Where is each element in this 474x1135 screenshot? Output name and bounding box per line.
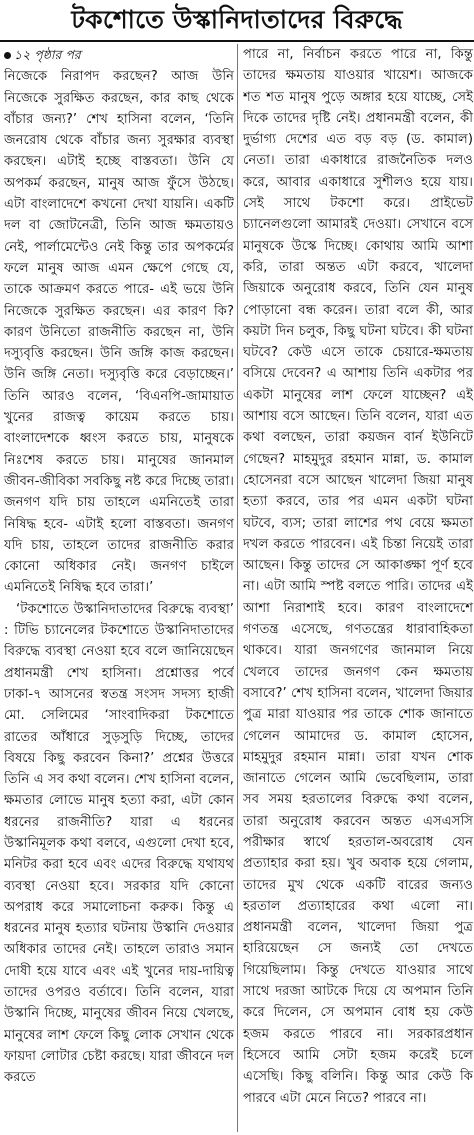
headline-rule bbox=[0, 40, 474, 42]
headline: টকশোতে উস্কানিদাতাদের বিরুদ্ধে bbox=[71, 5, 403, 34]
paragraph: ‘টকশোতে উস্কানিদাতাদের বিরুদ্ধে ব্যবস্থা’ : টিভি চ্যানেলের টকশোতে উস্কানিদাতাদের বিরুদ্ধে ব্যবস্থা নেওয়া হবে বলে জানিয়েছেন প্রধানমন্ত্রী শেখ হাসিনা। প্রশ্নোত্তর পর্বে ঢাকা-৭ আসনের স্বতন্ত্র সংসদ সদস্য হাজী মো. সেলিমের ‘সাংবাদিকরা টকশোতে রাতের আঁধারে সুড়সুড়ি দিচ্ছে, তাদের বিষয়ে কিছু করবেন কিনা?’ প্রশ্নের উত্তরে তিনি এ সব কথা বলেন। শেখ হাসিনা বলেন, ক্ষমতার লোভে মানুষ হত্যা করা, এটা কোন ধরনের রাজনীতি? যারা এ ধরনের উস্কানিমূলক কথা বলবে, এগুলো দেখা হবে, মনিটর করা হবে এবং এদের বিরুদ্ধে যথাযথ ব্যবস্থা নেওয়া হবে। সরকার যদি কোনো অপরাধ করে সমালোচনা করুক। কিন্তু এ ধরনের মানুষ হত্যার ঘটনায় উস্কানি দেওয়ার অধিকার তাদের নেই। তাহলে তারাও সমান দোষী হয়ে যাবে এবং এই খুনের দায়-দায়িত্ব তাদের ওপরও বর্তাবে। তিনি বলেন, যারা উস্কানি দিচ্ছে, মানুষের জীবন নিয়ে খেলছে, মানুষের লাশ ফেলে কিছু লোক সেখান থেকে ফায়দা লোটার চেষ্টা করছে। যারা জীবনে দল করতে bbox=[4, 601, 234, 1086]
jump-note: ১২ পৃষ্ঠার পর bbox=[4, 47, 81, 62]
article-column-left bbox=[4, 44, 234, 1132]
paragraph: পারে না, নির্বাচন করতে পারে না, কিন্তু তাদের ক্ষমতায় যাওয়ার খায়েশ। আজকে শত শত মানুষ পুড়ে অঙ্গার হয়ে যাচ্ছে, সেই দিকে তাদের দৃষ্টি নেই। প্রধানমন্ত্রী বলেন, কী দুর্ভাগ্য দেশের এত বড় বড় (ড. কামাল) নেতা। তারা একাধারে রাজনৈতিক দলও করে, আবার একাধারে সুশীলও হয়ে যায়। সেই সাথে টকশো করে। প্রাইভেট চ্যানেলগুলো আমারই দেওয়া। সেখানে বসে মানুষকে উস্কে দিচ্ছে। কোথায় আমি আশা করি, তারা অন্তত এটা করবে, খালেদা জিয়াকে অনুরোধ করবে, তিনি যেন মানুষ পোড়ানো বন্ধ করেন। তারা বলে কী, আর কয়টা দিন চলুক, কিছু ঘটনা ঘটবে। কী ঘটনা ঘটবে? কেউ এসে তাকে চেয়ারে-ক্ষমতায় বসিয়ে দেবেন? এ আশায় তিনি একটার পর একটা মানুষের লাশ ফেলে যাচ্ছেন? এই আশায় বসে আছেন। তিনি বলেন, যারা এত কথা বলছেন, তারা কয়জন বার্ন ইউনিটে গেছেন? মাহমুদুর রহমান মান্না, ড. কামাল হোসেনরা বসে আছেন খালেদা জিয়া মানুষ হত্যা করবে, তার পর এমন একটা ঘটনা ঘটবে, ব্যস; তারা লাশের পথ বেয়ে ক্ষমতা দখল করতে পারবেন। এই চিন্তা নিয়েই তারা আছেন। কিন্তু তাদের সে আকাঙ্ক্ষা পূর্ণ হবে না। এটা আমি স্পষ্ট বলতে পারি। তাদের এই আশা নিরাশাই হবে। কারণ বাংলাদেশে গণতন্ত্র এসেছে, গণতন্ত্রের ধারাবাহিকতা থাকবে। যারা জনগণের জানমাল নিয়ে খেলবে তাদের জনগণ কেন ক্ষমতায় বসাবে?’ শেখ হাসিনা বলেন, খালেদা জিয়ার পুত্র মারা যাওয়ার পর তাকে শোক জানাতে গেলেন আমাদের ড. কামাল হোসেন, মাহমুদুর রহমান মান্না। তারা যখন শোক জানাতে গেলেন আমি ভেবেছিলাম, তারা সব সময় হরতালের বিরুদ্ধে কথা বলেন, তারা অনুরোধ করবেন অন্তত এসএসসি পরীক্ষার স্বার্থে হরতাল-অবরোধ যেন প্রত্যাহার করা হয়। খুব অবাক হয়ে গেলাম, তাদের মুখ থেকে একটি বারের জন্যও হরতাল প্রত্যাহারের কথা এলো না। প্রধানমন্ত্রী বলেন, খালেদা জিয়া পুত্র হারিয়েছেন সে জন্যই তো দেখতে গিয়েছিলাম। কিন্তু দেখতে যাওয়ার সাথে সাথে দরজা আটকে দিয়ে যে অপমান তিনি করে দিলেন, সে অপমান বোধ হয় কেউ হজম করতে পারবে না। সরকারপ্রধান হিসেবে আমি সেটা হজম করেই চলে এসেছি। কিছু বলিনি। কিন্তু আর কেউ কি পারবে এটা মেনে নিতে? পারবে না। bbox=[243, 47, 473, 1106]
article-column-right bbox=[243, 44, 473, 1132]
paragraph-text: নিজেকে নিরাপদ করছেন? আজ উনি নিজেকে সুরক্ষিত করছেন, কার কাছ থেকে বাঁচার জন্য?’ শেখ হাসিনা বলেন, ‘তিনি জনরোষ থেকে বাঁচার জন্য সুরক্ষার ব্যবস্থা করছেন। এটাই হচ্ছে বাস্তবতা। উনি যে অপকর্ম করছেন, মানুষ আজ ফুঁসে উঠছে। এটা বাংলাদেশে কখনো দেখা যায়নি। একটি দল বা জোটনেত্রী, তিনি আজ ক্ষমতায়ও নেই, পার্লামেন্টেও নেই কিন্তু তার অপকর্মের ফলে মানুষ আজ এমন ক্ষেপে গেছে যে, তাকে আক্রমণ করতে পারে- এই ভয়ে উনি নিজেকে সুরক্ষিত করছেন। এর কারণ কি? কারণ উনিতো রাজনীতি করছেন না, উনি দস্যুবৃত্তি করছেন। উনি জঙ্গি কাজ করছেন। উনি জঙ্গি নেতা। দস্যুবৃত্তি করে বেড়াচ্ছেন।’ তিনি আরও বলেন, ‘বিএনপি-জামায়াত খুনের রাজত্ব কায়েম করতে চায়। বাংলাদেশকে ধ্বংস করতে চায়, মানুষকে নিঃশেষ করতে চায়। মানুষের জানমাল জীবন-জীবিকা সবকিছু নষ্ট করে দিচ্ছে তারা। জনগণ যদি চায় তাহলে এমনিতেই তারা নিষিদ্ধ হবে- এটাই হলো বাস্তবতা। জনগণ যদি চায়, তাহলে তাদের রাজনীতি করার কোনো অধিকার নেই। জনগণ চাইলে এমনিতেই নিষিদ্ধ হবে তারা।’ bbox=[4, 69, 234, 596]
paragraph bbox=[4, 44, 234, 599]
column-divider bbox=[237, 44, 238, 1132]
bullet-icon bbox=[4, 52, 11, 59]
